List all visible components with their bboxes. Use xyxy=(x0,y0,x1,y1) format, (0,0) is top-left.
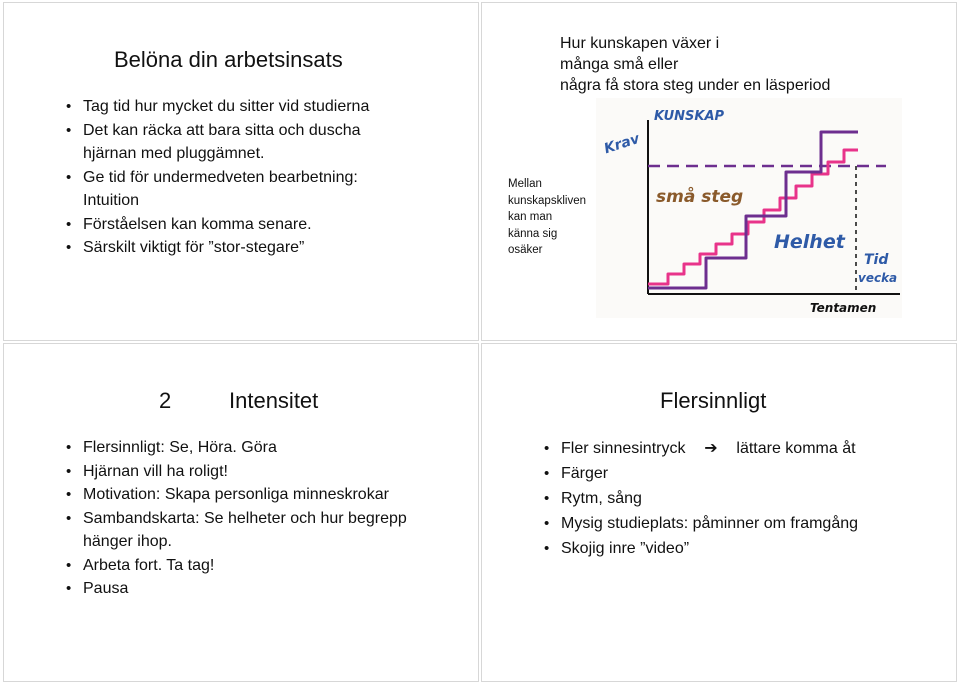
bullet-item: • Flersinnligt: Se, Höra. Göra xyxy=(66,436,426,460)
slide-title: Flersinnligt xyxy=(660,388,767,413)
note-line: kunskapskliven xyxy=(508,194,586,207)
heading-line: Hur kunskapen växer i xyxy=(560,35,720,52)
knowledge-steps-sketch xyxy=(596,98,902,318)
bullet-item: • Det kan räcka att bara sitta och duscha hjärnan med pluggämnet. xyxy=(66,119,406,166)
slide-belona xyxy=(3,2,479,341)
bullet-item: • Mysig studieplats: påminner om framgång xyxy=(544,511,944,536)
slide-title xyxy=(159,388,318,414)
bullet-text: lättare komma åt xyxy=(736,440,856,457)
bullet-item xyxy=(544,436,944,461)
slide-title-text: Intensitet xyxy=(229,388,319,413)
heading-line: några få stora steg under en läsperiod xyxy=(560,77,831,94)
bullet-item: • Särskilt viktigt för ”stor-stegare” xyxy=(66,236,406,260)
arrow-right-icon: ➔ xyxy=(704,440,718,457)
slide-flersinnligt xyxy=(481,343,957,682)
bullet-list xyxy=(66,436,426,601)
slide-title: Belöna din arbetsinsats xyxy=(114,47,343,72)
slide-intensitet xyxy=(3,343,479,682)
label-kunskap: KUNSKAP xyxy=(654,109,725,124)
bullet-item: • Sambandskarta: Se helheter och hur begrepp hänger ihop. xyxy=(66,507,426,554)
bullet-item: • Tag tid hur mycket du sitter vid studierna xyxy=(66,95,406,119)
bullet-item: • Arbeta fort. Ta tag! xyxy=(66,554,426,578)
note-line: känna sig xyxy=(508,227,558,240)
side-note xyxy=(508,176,586,259)
bullet-item: • Hjärnan vill ha roligt! xyxy=(66,460,426,484)
bullet-list xyxy=(544,436,944,561)
bullet-item: • Motivation: Skapa personliga minneskrokar xyxy=(66,483,426,507)
bullet-item: • Skojig inre ”video” xyxy=(544,536,944,561)
label-tentamen: Tentamen xyxy=(810,301,877,315)
label-tid: Tid xyxy=(864,252,889,268)
bullet-item: • Ge tid för undermedveten bearbetning: Intuition xyxy=(66,166,406,213)
label-vecka: vecka xyxy=(858,271,898,285)
label-sma-steg: små steg xyxy=(656,187,744,207)
bullet-list xyxy=(66,95,406,260)
slide-kunskap-diagram xyxy=(481,2,957,341)
label-helhet: Helhet xyxy=(774,231,845,253)
note-line: kan man xyxy=(508,211,553,223)
label-krav: Krav xyxy=(602,130,642,158)
bullet-item: • Förståelsen kan komma senare. xyxy=(66,213,406,237)
bullet-text: Fler sinnesintryck xyxy=(561,440,686,457)
slide-heading xyxy=(560,33,830,96)
slide-number: 2 xyxy=(159,388,172,413)
bullet-item: • Färger xyxy=(544,461,944,486)
note-line: osäker xyxy=(508,244,543,256)
bullet-item: • Rytm, sång xyxy=(544,486,944,511)
note-line: Mellan xyxy=(508,178,542,190)
heading-line: många små eller xyxy=(560,56,679,73)
bullet-item: • Pausa xyxy=(66,577,426,601)
